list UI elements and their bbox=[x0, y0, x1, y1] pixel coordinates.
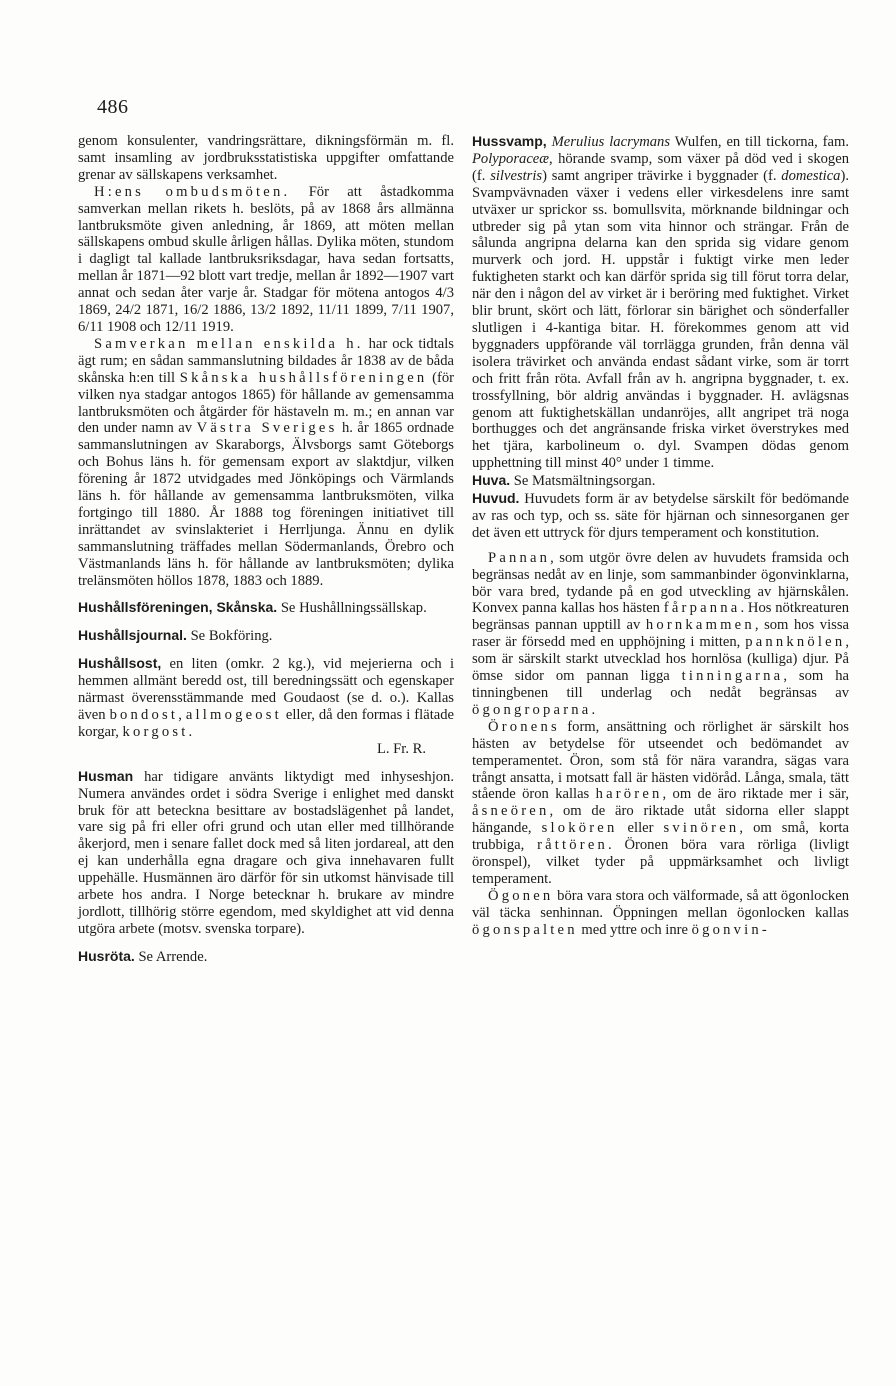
text: . bbox=[591, 701, 596, 718]
spaced-term: harören bbox=[595, 786, 663, 803]
headword: Husman bbox=[78, 767, 134, 784]
text: Se Bokföring. bbox=[186, 628, 273, 645]
spaced-term: Samverkan mellan enskilda h. bbox=[94, 335, 364, 352]
spaced-term: H:ens ombudsmöten. bbox=[94, 183, 291, 200]
text: , som ha tinningbenen till underlag och nedåt begränsas av bbox=[472, 668, 849, 701]
page-number: 486 bbox=[97, 96, 129, 118]
spaced-term: Pannan bbox=[488, 549, 551, 566]
text: , som hos vissa raser är försedd med en upphöjning i mitten, bbox=[472, 617, 849, 651]
text: eller, då den formas i flätade korgar, bbox=[78, 707, 455, 740]
latin-name: Polyporaceæ bbox=[472, 150, 550, 167]
spaced-term: åsneören bbox=[472, 803, 550, 820]
headword: Hushållsföreningen, Skånska. bbox=[78, 599, 278, 616]
text: . Öronen böra vara rörliga (livligt öronspel), vilket tyder på uppmärksamhet och livligt temperament. bbox=[472, 837, 849, 887]
text: eller bbox=[617, 820, 664, 837]
spaced-term: fårpanna bbox=[663, 600, 741, 617]
text: . bbox=[188, 723, 193, 740]
text: Se Hushållningssällskap. bbox=[277, 600, 427, 617]
text: , hörande svamp, som växer på död ved i skogen (f. bbox=[472, 150, 849, 184]
entry-hushallsost bbox=[78, 655, 454, 741]
spaced-term: korgost bbox=[122, 723, 189, 740]
headword: Huva. bbox=[472, 472, 511, 489]
spaced-term: råttören bbox=[537, 837, 609, 854]
paragraph-pannan bbox=[472, 550, 849, 719]
headword: Huvud. bbox=[472, 490, 520, 507]
text: Se Arrende. bbox=[134, 948, 208, 965]
spaced-term: Skånska hushållsföreningen bbox=[179, 369, 428, 386]
spaced-term: bondost bbox=[109, 707, 179, 723]
text: , om de äro riktade mer i sär, bbox=[662, 786, 849, 803]
right-column bbox=[472, 133, 849, 939]
text: (för vilken nya stadgar antogos 1865) för hållande av gemensamma lantbruksmöten och åtgärder för hästaveln m. m.; en annan var den under namn av bbox=[78, 369, 454, 437]
paragraph-samverkan bbox=[78, 336, 454, 590]
latin-name: silvestris bbox=[490, 167, 543, 184]
text: , som är särskilt starkt utvecklad hos hornlösa (kulliga) djur. På ömse sidor om pannan ligga bbox=[472, 634, 849, 685]
entry-hushallsjournal bbox=[78, 627, 454, 645]
spaced-term: svinören bbox=[663, 820, 740, 837]
text: med yttre och inre bbox=[577, 921, 692, 938]
paragraph-ombudsmoten bbox=[78, 184, 454, 336]
text: , som utgör övre delen av huvudets framsida och begränsas nedåt av en linje, som sammanbinder ögonvinklarna, bör vara bred, tydande på en god utveckling av hjärnskålen. Konvex panna kallas hos hästen bbox=[472, 549, 849, 617]
entry-husman bbox=[78, 768, 454, 938]
text: Huvudets form är av betydelse särskilt för bedömande av ras och typ, och ss. säte för hjärnan och sinnesorganen ger det även ett uttryck för djurs temperament och konstitution. bbox=[472, 491, 849, 541]
text: Wulfen, en till tickorna, fam. bbox=[670, 134, 849, 150]
entry-huva bbox=[472, 472, 849, 490]
spaced-term: allmogeost bbox=[185, 707, 282, 723]
spaced-term: tinningarna bbox=[681, 668, 784, 685]
left-column bbox=[78, 133, 454, 966]
entry-hushallsforeningen bbox=[78, 599, 454, 617]
paragraph-ogonen bbox=[472, 888, 849, 939]
text: Se Matsmältningsorgan. bbox=[510, 473, 656, 490]
paragraph-consultants bbox=[78, 133, 454, 184]
text: har tidigare använts liktydigt med inhyseshjon. Numera användes ordet i södra Sverige i enlighet med danskt bruk för att beteckna besittare av bostadslägenhet på landet, vare sig på fri eller ofri grund och utan eller med tillhörande åkerjord, men i senare fallet dock med så liten jordareal, att den ej kan underhålla egna dragare och giva innehavaren fullt uppehälle. Husmännen äro därför för sin utkomst hänvisade till arbete hos andra. I Norge betecknar h. brukare av mindre jordlott, tillhörig större egendom, med skyldighet att vid denna utgöra arbete (motsv. svenska torpare). bbox=[78, 768, 454, 937]
paragraph-oronen bbox=[472, 719, 849, 888]
author-signature: L. Fr. R. bbox=[376, 740, 426, 757]
text: böra vara stora och välformade, så att ögonlocken väl täcka senhinnan. Öppningen mellan ögonlocken kallas bbox=[472, 887, 849, 921]
text: För att åstadkomma samverkan mellan rikets h. beslöts, på av 1868 års allmänna lantbruksmöte given anledning, år 1869, att möten mellan sällskapens ombud skulle årligen hållas. Dylika möten, stundom i dagligt tal kallade lantbruksriksdagar, hava sedan fortsatts, mellan år 1871—92 blott vart tredje, mellan år 1892—1907 vart annat och sedan åter varje år. Stadgar för mötena antogos 4/3 1869, 24/2 1871, 16/2 1886, 13/2 1892, 11/11 1899, 7/11 1907, 6/11 1908 och 12/11 1919. bbox=[78, 183, 454, 335]
spaced-term: ögonspalten bbox=[472, 921, 578, 938]
spaced-term: pannknölen bbox=[745, 634, 846, 651]
spaced-term: hornkammen bbox=[645, 617, 755, 634]
latin-name: Merulius lacrymans bbox=[551, 134, 671, 150]
entry-hussvamp bbox=[472, 133, 849, 472]
text: en liten (omkr. 2 kg.), vid mejerierna och i hemmen allmänt beredd ost, till beredningssätt och egenskaper närmast överensstämmande med Goudaost (se d. o.). Kallas även bbox=[78, 656, 454, 723]
text: , om de äro riktade utåt sidorna eller slappt hängande, bbox=[472, 803, 849, 837]
latin-name: domestica bbox=[781, 167, 841, 184]
spaced-term: ögonvin- bbox=[691, 921, 770, 938]
text: h. år 1865 ordnade sammanslutningen av Skaraborgs, Älvsborgs samt Göteborgs och Bohus läns h. för gemensam export av slaktdjur, vilken förening år 1872 utvidgades med Jönköpings och Värmlands läns h. för hållande av gemensamma lantbruksmöten, vilka fortgingo till 1880. År 1888 tog föreningen initiativet till inrättandet av svinslakteriet i Herrljunga. Ännu en dylik sammanslutning träffades mellan Södermanlands, Örebro och Västmanlands läns h. för hållande av lantbruksmöten; dylika trelänsmöten höllos 1878, 1883 och 1889. bbox=[78, 420, 454, 589]
text: ). Svampvävnaden växer i vedens eller virkesdelens inre samt utväxer ur sprickor ss. bomullsvita, mörknande bildningar och utbreder sig på ytan som vita hinnor och strängar. Från de sålunda angripna delarna kan den sprida sig vidare genom murverk och jord. H. uppstår i fuktigt virke men leder fuktigheten starkt och kan därför sprida sig till förut torra delar, när den i någon del av virket är i beröring med fuktighet. Virket blir brunt, skört och lätt, förlorar sin bärighet och sönderfaller slutligen i 4-kantiga bitar. H. förekommes genom att vid byggnaders uppförande väl torrlägga grunden, från denna väl isolera trävirket och använda endast sådant virke, som är torrt och fritt från röta. Avfall från av h. angripna byggnader, t. ex. trossfyllning, bör aldrig användas i byggnader. H. avlägsnas genom att fuktighetskällan undanröjes, allt angripet trä noga borthugges och det angränsande friska virket överstrykes med het tjära, karbolineum o. dyl. Svampen dödas genom upphettning till minst 40° under 1 timme. bbox=[472, 167, 849, 472]
spaced-term: slokören bbox=[541, 820, 618, 837]
text: , om små, korta trubbiga, bbox=[472, 820, 849, 854]
headword: Hushållsjournal. bbox=[78, 627, 187, 644]
spaced-term: Öronens bbox=[488, 718, 560, 735]
text: ) samt angriper trävirke i byggnader (f. bbox=[542, 167, 782, 184]
text: form, ansättning och rörlighet är särskilt hos hästen av betydelse för utseendet och bedömandet av temperamentet. Öron, som stå för nära varandra, sägas vara trångt ansatta, i motsatt fall är hästen vidöråd. Långa, smala, tätt stående öron kallas bbox=[472, 718, 849, 803]
headword: Hushållsost, bbox=[78, 655, 162, 672]
spaced-term: ögongroparna bbox=[472, 701, 592, 718]
entry-huvud bbox=[472, 490, 849, 542]
entry-husrota bbox=[78, 948, 454, 966]
spaced-term: Västra Sveriges bbox=[196, 420, 338, 437]
headword: Hussvamp, bbox=[472, 133, 547, 149]
text: har ock tidtals ägt rum; en sådan sammanslutning bildades år 1838 av de båda skånska h:en till bbox=[78, 335, 454, 386]
spaced-term: Ögonen bbox=[488, 887, 554, 904]
text: , bbox=[178, 707, 186, 723]
text: . Hos nötkreaturen begränsas pannan upptill av bbox=[472, 600, 849, 634]
headword: Husröta. bbox=[78, 947, 135, 964]
text: genom konsulenter, vandringsrättare, dikningsförmän m. fl. samt insamling av jordbruksstatistiska uppgifter omfattande grenar av sällskapens verksamhet. bbox=[78, 133, 454, 183]
